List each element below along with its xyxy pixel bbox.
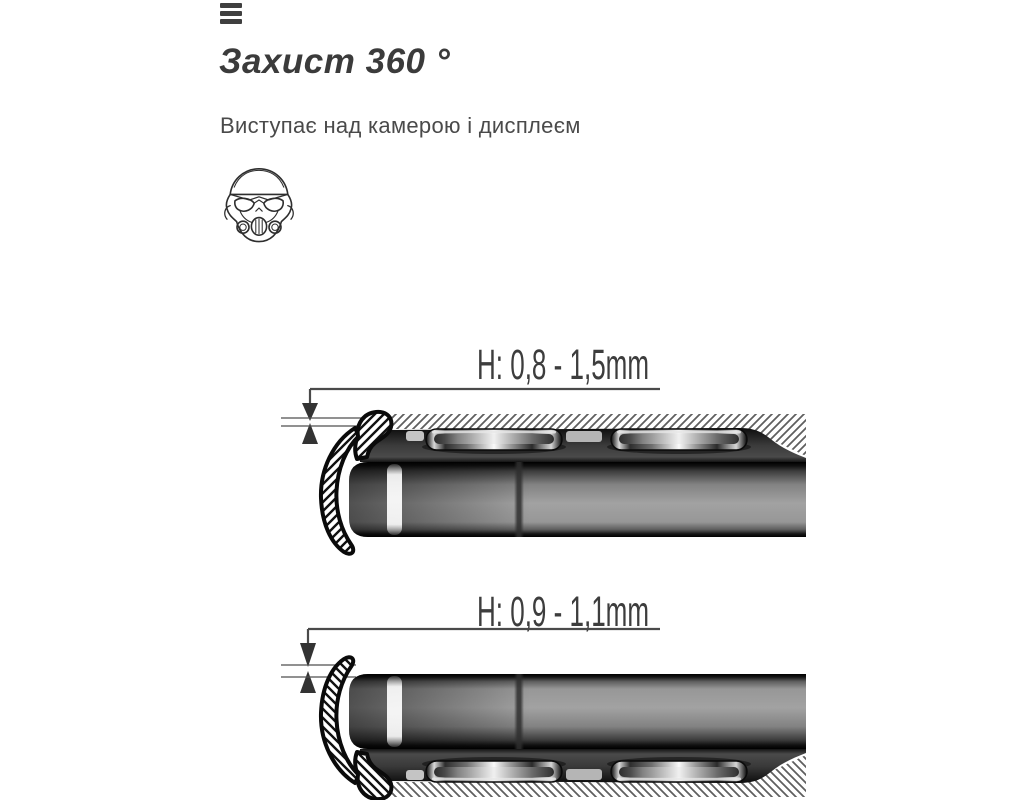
hamburger-bar [220, 19, 242, 24]
page-title: Захист 360 ° [219, 42, 451, 81]
dimension-arrow-up [300, 671, 316, 693]
diagram-camera-side [0, 330, 1024, 560]
phone-with-case-display-side [321, 657, 806, 799]
dimension-label-camera: H: 0,8 - 1,5mm [477, 341, 649, 389]
dimension-label-display: H: 0,9 - 1,1mm [477, 588, 649, 636]
hamburger-menu-icon[interactable] [220, 3, 244, 27]
page-subtitle: Виступає над камерою і дисплеєм [220, 113, 581, 138]
dimension-arrow-down [300, 643, 316, 667]
dimension-leader-line [310, 389, 660, 403]
stormtrooper-helmet-icon [219, 163, 299, 253]
diagram-display-side [0, 585, 1024, 800]
hamburger-bar [220, 11, 242, 16]
hamburger-bar [220, 3, 242, 8]
phone-with-case-camera-side [321, 412, 806, 554]
